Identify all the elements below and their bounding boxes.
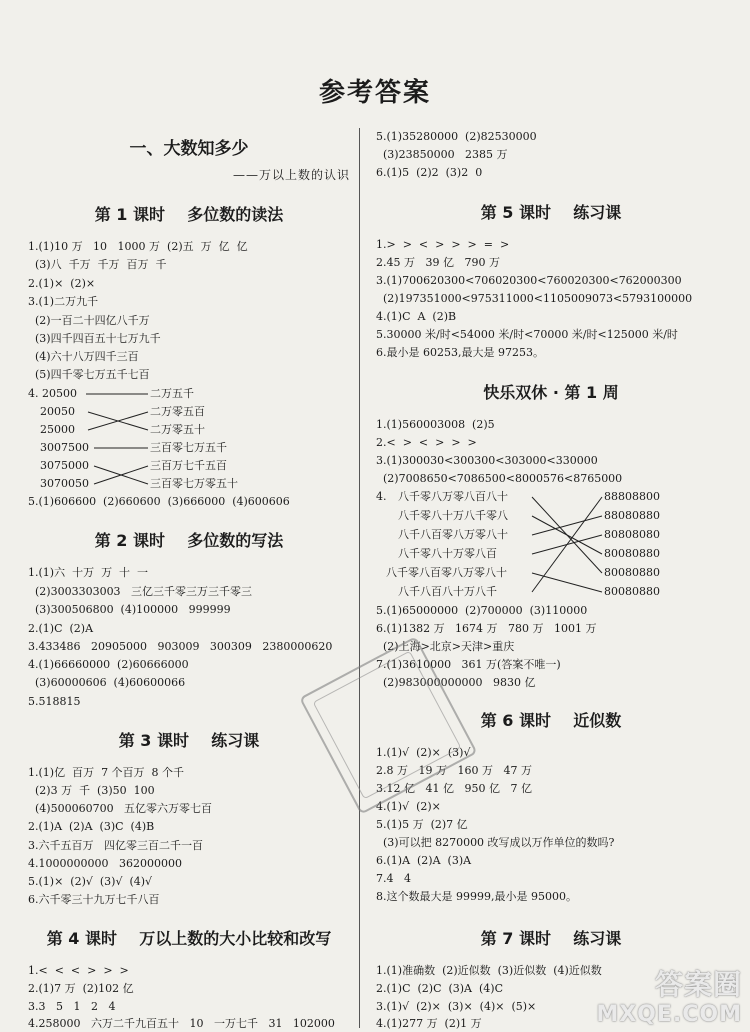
watermark-logo (596, 970, 742, 1030)
wk-match-left-item: 八千零八十万零八百 (398, 547, 497, 560)
wk-q7b: (2)983000000000 9830 亿 (376, 676, 536, 689)
cont-q5b: (3)23850000 2385 万 (376, 148, 508, 161)
l6-q3: 3.12 亿 41 亿 950 亿 7 亿 (376, 782, 532, 795)
l5-q4: 4.(1)C A (2)B (376, 310, 457, 323)
l1-q1a: 1.(1)10 万 10 1000 万 (2)五 万 亿 亿 (28, 240, 248, 253)
watermark-line-1: 答案圈 (654, 968, 742, 1001)
l1-q5: 5.(1)606600 (2)660600 (3)666000 (4)600606 (28, 495, 290, 508)
cont-q5a: 5.(1)35280000 (2)82530000 (376, 130, 537, 143)
page-title: 参考答案 (318, 78, 431, 108)
l7-q4: 4.(1)277 万 (2)1 万 (376, 1017, 482, 1030)
l5-q6: 6.最小是 60253,最大是 97253。 (376, 346, 544, 359)
l7-q3: 3.(1)√ (2)× (3)× (4)× (5)× (376, 1000, 537, 1013)
match-left-item: 25000 (40, 423, 75, 436)
l6-q4: 4.(1)√ (2)× (376, 800, 441, 813)
l4-q1: 1.< < < > > > (28, 964, 129, 977)
lesson-6-heading: 第 6 课时 近似数 (480, 711, 622, 730)
l5-q1: 1.> > < > > > = > (376, 238, 510, 251)
wk-match-left-item: 八千八百零八万零八十 (398, 528, 508, 541)
l4-q2: 2.(1)7 万 (2)102 亿 (28, 982, 134, 995)
wk-q3b: (2)7008650<7086500<8000576<8765000 (376, 472, 623, 485)
match-left-item: 20050 (40, 405, 75, 418)
l6-q2: 2.8 万 19 万 160 万 47 万 (376, 764, 532, 777)
l3-q6: 6.六千零三十九万七千八百 (28, 893, 160, 906)
l2-q1a: 1.(1)六 十万 万 十 一 (28, 566, 149, 579)
wk-match-left-item: 八千零八十万八千零八 (398, 509, 508, 522)
l6-q7: 7.4 4 (376, 872, 411, 885)
lesson-4-heading: 第 4 课时 万以上数的大小比较和改写 (46, 929, 332, 948)
l1-q3c: (3)四千四百五十七万九千 (28, 332, 161, 345)
wk-q7a: 7.(1)3610000 361 万(答案不唯一) (376, 658, 561, 671)
l7-q2: 2.(1)C (2)C (3)A (4)C (376, 982, 503, 995)
l1-q3b: (2)一百二十四亿八千万 (28, 314, 150, 327)
lesson-1-heading: 第 1 课时 多位数的读法 (94, 205, 284, 224)
l2-q2: 2.(1)C (2)A (28, 622, 94, 635)
stamp-inner-border (313, 651, 462, 800)
l5-q3a: 3.(1)700620300<706020300<760020300<762000300 (376, 274, 682, 287)
wk-q5: 5.(1)65000000 (2)700000 (3)110000 (376, 604, 588, 617)
section-subtitle: ——万以上数的认识 (232, 168, 350, 182)
match-left-item: 4. 20500 (28, 387, 77, 400)
wk-match-right-item: 80080880 (604, 566, 660, 579)
l3-q1c: (4)500060700 五亿零六万零七百 (28, 802, 213, 815)
l5-q3b: (2)197351000<975311000<1105009073<5793100000 (376, 292, 693, 305)
match-right-item: 二万五千 (150, 387, 194, 400)
l4-q3: 3.3 5 1 2 4 (28, 1000, 116, 1013)
column-divider (359, 128, 360, 1028)
l6-q1: 1.(1)√ (2)× (3)√ (376, 746, 471, 759)
l3-q1b: (2)3 万 千 (3)50 100 (28, 784, 155, 797)
match-left-item: 3070050 (40, 477, 89, 490)
wk-match-left-item: 八千八百八十万八千 (398, 585, 497, 598)
l1-q3d: (4)六十八万四千三百 (28, 350, 139, 363)
l5-q5: 5.30000 米/时<54000 米/时<70000 米/时<125000 米/时 (376, 328, 678, 341)
match-right-item: 三百零七万零五十 (150, 477, 238, 490)
watermark-line-2: MXQE.COM (596, 1002, 742, 1027)
wk-match-right-item: 88808800 (604, 490, 660, 503)
l6-q6: 6.(1)A (2)A (3)A (376, 854, 472, 867)
l3-q1a: 1.(1)亿 百万 7 个百万 8 个千 (28, 766, 185, 779)
l1-q3e: (5)四千零七万五千七百 (28, 368, 150, 381)
section-heading: 一、大数知多少 (129, 139, 249, 159)
matching-lines-2 (376, 0, 726, 1032)
wk-match-right-item: 88080880 (604, 509, 660, 522)
l1-q2: 2.(1)× (2)× (28, 277, 96, 290)
wk-q2: 2.< > < > > > (376, 436, 477, 449)
l3-q3: 3.六千五百万 四亿零三百二千一百 (28, 839, 203, 852)
l2-q3: 3.433486 20905000 903009 300309 2380000620 (28, 640, 333, 653)
wk-q4-label: 4. (376, 490, 387, 503)
lesson-7-heading: 第 7 课时 练习课 (480, 929, 622, 948)
l2-q1b: (2)3003303003 三亿三千零三万三千零三 (28, 585, 253, 598)
l6-q8: 8.这个数最大是 99999,最小是 95000。 (376, 890, 577, 903)
wk-q6a: 6.(1)1382 万 1674 万 780 万 1001 万 (376, 622, 597, 635)
wk-q6b: (2)上海>北京>天津>重庆 (376, 640, 515, 653)
wk-q3a: 3.(1)300030<300300<303000<330000 (376, 454, 598, 467)
match-left-item: 3075000 (40, 459, 89, 472)
wk-match-left-item: 八千零八万零八百八十 (398, 490, 508, 503)
wk-q1: 1.(1)560003008 (2)5 (376, 418, 495, 431)
l2-q4a: 4.(1)66660000 (2)60666000 (28, 658, 189, 671)
match-right-item: 三百万七千五百 (150, 459, 227, 472)
weekend-heading: 快乐双休 · 第 1 周 (483, 383, 619, 402)
l2-q4b: (3)60000606 (4)60600066 (28, 676, 186, 689)
wk-match-right-item: 80080880 (604, 585, 660, 598)
match-left-item: 3007500 (40, 441, 89, 454)
match-right-item: 三百零七万五千 (150, 441, 227, 454)
l7-q1: 1.(1)准确数 (2)近似数 (3)近似数 (4)近似数 (376, 964, 602, 977)
lesson-5-heading: 第 5 课时 练习课 (480, 203, 622, 222)
l1-q3a: 3.(1)二万九千 (28, 295, 99, 308)
lesson-2-heading: 第 2 课时 多位数的写法 (94, 531, 284, 550)
l3-q4: 4.1000000000 362000000 (28, 857, 182, 870)
wk-match-right-item: 80080880 (604, 547, 660, 560)
match-right-item: 二万零五十 (150, 423, 205, 436)
match-right-item: 二万零五百 (150, 405, 205, 418)
l4-q4: 4.258000 六万二千九百五十 10 一万七千 31 102000 (28, 1017, 335, 1030)
l1-q1b: (3)八 千万 千万 百万 千 (28, 258, 167, 271)
wk-match-left-item: 八千零八百零八万零八十 (386, 566, 507, 579)
l2-q1c: (3)300506800 (4)100000 999999 (28, 603, 231, 616)
l3-q5: 5.(1)× (2)√ (3)√ (4)√ (28, 875, 153, 888)
l6-q5: 5.(1)5 万 (2)7 亿 (376, 818, 468, 831)
l3-q2: 2.(1)A (2)A (3)C (4)B (28, 820, 155, 833)
lesson-3-heading: 第 3 课时 练习课 (118, 731, 260, 750)
l6-q5b: (3)可以把 8270000 改写成以万作单位的数吗? (376, 836, 615, 849)
l5-q2: 2.45 万 39 亿 790 万 (376, 256, 500, 269)
wk-match-right-item: 80808080 (604, 528, 660, 541)
cont-q6: 6.(1)5 (2)2 (3)2 0 (376, 166, 483, 179)
l2-q5: 5.518815 (28, 695, 81, 708)
